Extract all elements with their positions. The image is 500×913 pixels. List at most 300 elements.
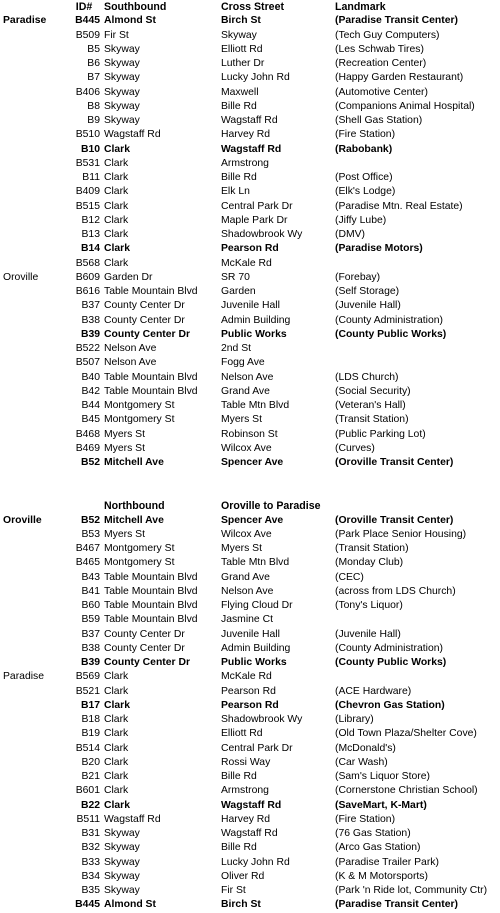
table-row xyxy=(0,57,500,71)
stop-id-cell: B531 xyxy=(75,157,100,169)
stop-id-cell: B7 xyxy=(87,72,100,84)
stop-id-cell: B609 xyxy=(75,271,100,283)
cross-street-cell: Spencer Ave xyxy=(221,514,284,526)
street-cell: Myers St xyxy=(104,428,145,440)
street-cell: Wagstaff Rd xyxy=(104,813,161,825)
cross-street-cell: 2nd St xyxy=(221,343,252,354)
street-cell: Clark xyxy=(104,728,129,740)
table-row xyxy=(0,656,500,670)
table-row xyxy=(0,185,500,199)
header-cross-street: Cross Street xyxy=(221,1,284,13)
header-landmark: Landmark xyxy=(335,1,386,13)
stop-id-cell: B511 xyxy=(76,813,100,825)
cross-street-cell: Harvey Rd xyxy=(221,813,271,825)
stop-id-cell: B445 xyxy=(75,899,100,911)
table-row xyxy=(0,870,500,884)
stop-id-cell: B8 xyxy=(87,100,100,112)
cross-street-cell: Lucky John Rd xyxy=(221,856,290,868)
table-row xyxy=(0,670,500,684)
table-row xyxy=(0,200,500,214)
street-cell: Table Mountain Blvd xyxy=(104,571,198,583)
street-cell: County Center Dr xyxy=(104,314,185,326)
region-cell: Oroville xyxy=(3,514,42,526)
stop-id-cell: B445 xyxy=(75,15,100,27)
cross-street-cell: Pearson Rd xyxy=(221,685,276,697)
landmark-cell: (Happy Garden Restaurant) xyxy=(335,72,464,84)
street-cell: Skyway xyxy=(104,885,140,896)
table-row xyxy=(0,456,500,470)
street-cell: Clark xyxy=(104,685,129,697)
street-cell: County Center Dr xyxy=(104,628,185,640)
cross-street-cell: Wagstaff Rd xyxy=(221,828,278,839)
landmark-cell: (Paradise Transit Center) xyxy=(335,15,458,27)
landmark-cell: (Oroville Transit Center) xyxy=(335,457,454,468)
cross-street-cell: Wagstaff Rd xyxy=(221,143,282,155)
table-row xyxy=(0,528,500,542)
landmark-cell: (Tony's Liquor) xyxy=(335,600,403,611)
table-row xyxy=(0,827,500,841)
southbound-rows xyxy=(0,14,500,470)
street-cell: Clark xyxy=(104,143,130,155)
cross-street-cell: Nelson Ave xyxy=(221,371,274,383)
landmark-cell: (Companions Animal Hospital) xyxy=(335,100,475,112)
cross-street-cell: Central Park Dr xyxy=(221,200,293,212)
landmark-cell: (Park Place Senior Housing) xyxy=(335,528,467,540)
landmark-cell: (across from LDS Church) xyxy=(335,585,456,597)
cross-street-cell: Lucky John Rd xyxy=(221,72,290,84)
cross-street-cell: Bille Rd xyxy=(221,172,257,183)
cross-street-cell: McKale Rd xyxy=(221,257,272,269)
cross-street-cell: Fogg Ave xyxy=(221,357,265,369)
table-row xyxy=(0,385,500,399)
cross-street-cell: Harvey Rd xyxy=(221,129,271,141)
landmark-cell: (K & M Motorsports) xyxy=(335,870,428,882)
cross-street-cell: Public Works xyxy=(221,328,287,340)
stop-id-cell: B18 xyxy=(81,714,100,725)
landmark-cell: (Transit Station) xyxy=(335,414,409,426)
stop-id-cell: B569 xyxy=(75,671,100,683)
stop-id-cell: B38 xyxy=(81,642,100,654)
cross-street-cell: Elliott Rd xyxy=(221,728,263,740)
table-row xyxy=(0,685,500,699)
table-row xyxy=(0,514,500,528)
stop-id-cell: B42 xyxy=(81,385,100,397)
stop-id-cell: B521 xyxy=(75,685,100,697)
landmark-cell: (Paradise Mtn. Real Estate) xyxy=(335,200,463,212)
table-row xyxy=(0,599,500,613)
street-cell: Skyway xyxy=(104,870,140,882)
table-row xyxy=(0,114,500,128)
landmark-cell: (McDonald's) xyxy=(335,742,396,754)
stop-id-cell: B514 xyxy=(75,742,100,754)
street-cell: Clark xyxy=(104,214,129,226)
street-cell: Clark xyxy=(104,771,129,782)
table-row xyxy=(0,356,500,370)
cross-street-cell: Admin Building xyxy=(221,642,291,654)
street-cell: Clark xyxy=(104,172,129,183)
landmark-cell: (Automotive Center) xyxy=(335,86,428,98)
cross-street-cell: Grand Ave xyxy=(221,385,270,397)
cross-street-cell: Armstrong xyxy=(221,157,269,169)
table-row xyxy=(0,856,500,870)
cross-street-cell: Juvenile Hall xyxy=(221,300,280,312)
table-row xyxy=(0,157,500,171)
stop-id-cell: B468 xyxy=(75,428,100,440)
landmark-cell: (Shell Gas Station) xyxy=(335,115,423,126)
stop-id-cell: B10 xyxy=(80,143,100,155)
stop-id-cell: B33 xyxy=(81,856,100,868)
table-row xyxy=(0,100,500,114)
table-row xyxy=(0,571,500,585)
landmark-cell: (Social Security) xyxy=(335,385,411,397)
table-row xyxy=(0,228,500,242)
stop-id-cell: B9 xyxy=(87,115,100,126)
stop-id-cell: B465 xyxy=(75,557,100,569)
stop-id-cell: B11 xyxy=(82,172,100,183)
region-cell: Paradise xyxy=(3,15,47,27)
stop-id-cell: B17 xyxy=(80,699,100,711)
stop-id-cell: B616 xyxy=(75,286,100,297)
street-cell: Montgomery St xyxy=(104,557,175,569)
street-cell: Table Mountain Blvd xyxy=(104,286,198,297)
street-cell: Clark xyxy=(104,200,129,212)
landmark-cell: (Forebay) xyxy=(335,271,381,283)
street-cell: Mitchell Ave xyxy=(104,457,164,468)
street-cell: Clark xyxy=(104,699,130,711)
stop-id-cell: B43 xyxy=(81,571,100,583)
northbound-header-row xyxy=(0,499,500,513)
cross-street-cell: Shadowbrook Wy xyxy=(221,229,303,240)
street-cell: Clark xyxy=(104,671,129,683)
landmark-cell: (Paradise Motors) xyxy=(335,243,423,255)
street-cell: Montgomery St xyxy=(104,400,175,411)
landmark-cell: (SaveMart, K-Mart) xyxy=(335,799,427,811)
landmark-cell: (Juvenile Hall) xyxy=(335,300,401,312)
street-cell: Fir St xyxy=(104,29,129,41)
street-cell: Clark xyxy=(104,243,130,255)
cross-street-cell: Bille Rd xyxy=(221,100,257,112)
stop-id-cell: B509 xyxy=(75,29,100,41)
table-row xyxy=(0,784,500,798)
street-cell: Skyway xyxy=(104,58,140,69)
northbound-rows xyxy=(0,514,500,913)
cross-street-cell: SR 70 xyxy=(221,271,250,283)
table-row xyxy=(0,143,500,157)
cross-street-cell: Pearson Rd xyxy=(221,243,279,255)
table-row xyxy=(0,242,500,256)
cross-street-cell: Spencer Ave xyxy=(221,457,284,468)
cross-street-cell: Wagstaff Rd xyxy=(221,115,278,126)
table-row xyxy=(0,285,500,299)
street-cell: Almond St xyxy=(104,15,156,27)
street-cell: County Center Dr xyxy=(104,300,185,312)
landmark-cell: (Paradise Trailer Park) xyxy=(335,856,439,868)
street-cell: Table Mountain Blvd xyxy=(104,600,198,611)
street-cell: Montgomery St xyxy=(104,414,175,426)
table-row xyxy=(0,770,500,784)
table-row xyxy=(0,613,500,627)
stop-id-cell: B37 xyxy=(81,628,100,640)
stop-id-cell: B5 xyxy=(87,43,100,55)
table-row xyxy=(0,642,500,656)
table-row xyxy=(0,214,500,228)
cross-street-cell: Bille Rd xyxy=(221,842,257,854)
cross-street-cell: Birch St xyxy=(221,15,261,27)
cross-street-cell: Fir St xyxy=(221,885,246,896)
table-row xyxy=(0,742,500,756)
street-cell: Skyway xyxy=(104,86,140,98)
street-cell: Clark xyxy=(104,157,129,169)
table-row xyxy=(0,371,500,385)
region-cell: Oroville xyxy=(3,271,39,283)
street-cell: Table Mountain Blvd xyxy=(104,385,198,397)
landmark-cell: (County Public Works) xyxy=(335,657,447,668)
street-cell: Clark xyxy=(104,257,129,269)
table-row xyxy=(0,884,500,898)
cross-street-cell: Central Park Dr xyxy=(221,742,293,754)
landmark-cell: (Car Wash) xyxy=(335,756,388,768)
table-row xyxy=(0,399,500,413)
landmark-cell: (Old Town Plaza/Shelter Cove) xyxy=(335,728,477,740)
table-row xyxy=(0,628,500,642)
cross-street-cell: Public Works xyxy=(221,657,287,668)
street-cell: Garden Dr xyxy=(104,271,153,283)
landmark-cell: (Public Parking Lot) xyxy=(335,428,426,440)
cross-street-cell: Garden xyxy=(221,286,256,297)
landmark-cell: (Paradise Transit Center) xyxy=(335,899,458,911)
table-row xyxy=(0,799,500,813)
landmark-cell: (Recreation Center) xyxy=(335,58,427,69)
cross-street-cell: Birch St xyxy=(221,899,261,911)
table-row xyxy=(0,271,500,285)
cross-street-cell: Pearson Rd xyxy=(221,699,279,711)
header-id: ID# xyxy=(75,1,93,13)
landmark-cell: (Transit Station) xyxy=(335,543,409,554)
table-row xyxy=(0,585,500,599)
stop-id-cell: B601 xyxy=(75,785,100,797)
stop-id-cell: B41 xyxy=(81,585,100,597)
landmark-cell: (Self Storage) xyxy=(335,286,400,297)
street-cell: Wagstaff Rd xyxy=(104,129,161,141)
northbound-section xyxy=(0,499,500,912)
cross-street-cell: Wagstaff Rd xyxy=(221,799,282,811)
stop-id-cell: B568 xyxy=(75,257,100,269)
landmark-cell: (Oroville Transit Center) xyxy=(335,514,454,526)
stop-id-cell: B515 xyxy=(75,200,100,212)
stop-id-cell: B38 xyxy=(81,314,100,326)
street-cell: Table Mountain Blvd xyxy=(104,614,198,626)
street-cell: Clark xyxy=(104,799,130,811)
landmark-cell: (Jiffy Lube) xyxy=(335,214,387,226)
cross-street-cell: Elk Ln xyxy=(221,186,250,198)
street-cell: Nelson Ave xyxy=(104,343,157,354)
table-row xyxy=(0,299,500,313)
cross-street-cell: Elliott Rd xyxy=(221,43,263,55)
street-cell: Skyway xyxy=(104,115,140,126)
landmark-cell: (Tech Guy Computers) xyxy=(335,29,440,41)
table-row xyxy=(0,14,500,28)
cross-street-cell: Luther Dr xyxy=(221,58,265,69)
table-row xyxy=(0,328,500,342)
stop-id-cell: B21 xyxy=(81,771,100,782)
table-row xyxy=(0,442,500,456)
table-row xyxy=(0,699,500,713)
header-route: Oroville to Paradise xyxy=(221,500,321,513)
stop-id-cell: B6 xyxy=(87,58,100,69)
cross-street-cell: Robinson St xyxy=(221,428,278,440)
street-cell: Clark xyxy=(104,742,129,754)
stop-id-cell: B39 xyxy=(80,328,100,340)
landmark-cell: (DMV) xyxy=(335,229,366,240)
cross-street-cell: Wilcox Ave xyxy=(221,528,272,540)
landmark-cell: (Fire Station) xyxy=(335,129,396,141)
cross-street-cell: McKale Rd xyxy=(221,671,272,683)
stop-id-cell: B522 xyxy=(75,343,100,354)
cross-street-cell: Shadowbrook Wy xyxy=(221,714,303,725)
cross-street-cell: Rossi Way xyxy=(221,756,271,768)
cross-street-cell: Maple Park Dr xyxy=(221,214,288,226)
street-cell: Skyway xyxy=(104,43,140,55)
landmark-cell: (76 Gas Station) xyxy=(335,828,411,839)
landmark-cell: (Cornerstone Christian School) xyxy=(335,785,478,797)
table-row xyxy=(0,841,500,855)
landmark-cell: (Elk's Lodge) xyxy=(335,186,396,198)
street-cell: County Center Dr xyxy=(104,328,191,340)
stop-id-cell: B12 xyxy=(81,214,100,226)
table-row xyxy=(0,314,500,328)
table-row xyxy=(0,898,500,912)
landmark-cell: (CEC) xyxy=(335,571,364,583)
cross-street-cell: Nelson Ave xyxy=(221,585,274,597)
table-row xyxy=(0,86,500,100)
stop-id-cell: B467 xyxy=(75,543,100,554)
landmark-cell: (Fire Station) xyxy=(335,813,396,825)
cross-street-cell: Grand Ave xyxy=(221,571,270,583)
stop-id-cell: B22 xyxy=(80,799,100,811)
stop-id-cell: B60 xyxy=(81,600,100,611)
street-cell: Myers St xyxy=(104,442,145,454)
street-cell: Clark xyxy=(104,785,129,797)
landmark-cell: (County Administration) xyxy=(335,642,443,654)
stop-id-cell: B35 xyxy=(81,885,100,896)
cross-street-cell: Armstrong xyxy=(221,785,269,797)
stop-id-cell: B406 xyxy=(75,86,100,98)
stop-id-cell: B39 xyxy=(80,657,100,668)
stop-id-cell: B37 xyxy=(81,300,100,312)
landmark-cell: (Curves) xyxy=(335,442,375,454)
landmark-cell: (Arco Gas Station) xyxy=(335,842,421,854)
stop-id-cell: B59 xyxy=(81,614,100,626)
street-cell: County Center Dr xyxy=(104,657,191,668)
stop-id-cell: B34 xyxy=(81,870,100,882)
table-row xyxy=(0,43,500,57)
street-cell: Clark xyxy=(104,714,129,725)
street-cell: Clark xyxy=(104,229,129,240)
stop-id-cell: B40 xyxy=(81,371,100,383)
table-row xyxy=(0,29,500,43)
southbound-header-row xyxy=(0,0,500,14)
cross-street-cell: Myers St xyxy=(221,414,262,426)
stop-id-cell: B45 xyxy=(81,414,100,426)
stop-id-cell: B409 xyxy=(75,186,100,198)
street-cell: Clark xyxy=(104,756,129,768)
street-cell: Mitchell Ave xyxy=(104,514,164,526)
table-row xyxy=(0,128,500,142)
header-direction: Northbound xyxy=(104,500,165,513)
landmark-cell: (ACE Hardware) xyxy=(335,685,412,697)
table-row xyxy=(0,556,500,570)
stop-id-cell: B44 xyxy=(81,400,100,411)
landmark-cell: (County Public Works) xyxy=(335,328,447,340)
landmark-cell: (County Administration) xyxy=(335,314,443,326)
stop-id-cell: B13 xyxy=(81,229,100,240)
stop-id-cell: B20 xyxy=(81,756,100,768)
street-cell: Skyway xyxy=(104,842,140,854)
cross-street-cell: Oliver Rd xyxy=(221,870,265,882)
street-cell: Clark xyxy=(104,186,129,198)
street-cell: Almond St xyxy=(104,899,156,911)
region-cell: Paradise xyxy=(3,671,45,683)
landmark-cell: (Post Office) xyxy=(335,172,393,183)
table-row xyxy=(0,813,500,827)
cross-street-cell: Admin Building xyxy=(221,314,291,326)
cross-street-cell: Skyway xyxy=(221,29,257,41)
stop-id-cell: B507 xyxy=(75,357,100,369)
table-row xyxy=(0,428,500,442)
stop-id-cell: B19 xyxy=(81,728,100,740)
cross-street-cell: Bille Rd xyxy=(221,771,257,782)
street-cell: Skyway xyxy=(104,828,140,839)
table-row xyxy=(0,171,500,185)
table-row xyxy=(0,257,500,271)
header-direction: Southbound xyxy=(104,1,167,13)
stop-id-cell: B52 xyxy=(80,514,100,526)
stop-id-cell: B14 xyxy=(80,243,100,255)
cross-street-cell: Juvenile Hall xyxy=(221,628,280,640)
landmark-cell: (Rabobank) xyxy=(335,143,393,155)
street-cell: Myers St xyxy=(104,528,145,540)
table-row xyxy=(0,756,500,770)
landmark-cell: (Juvenile Hall) xyxy=(335,628,401,640)
street-cell: Skyway xyxy=(104,100,140,112)
cross-street-cell: Table Mtn Blvd xyxy=(221,400,290,411)
landmark-cell: (Veteran's Hall) xyxy=(335,400,406,411)
cross-street-cell: Myers St xyxy=(221,543,262,554)
table-row xyxy=(0,542,500,556)
street-cell: Skyway xyxy=(104,856,140,868)
table-row xyxy=(0,413,500,427)
street-cell: Montgomery St xyxy=(104,543,175,554)
street-cell: Nelson Ave xyxy=(104,357,157,369)
cross-street-cell: Jasmine Ct xyxy=(221,614,273,626)
cross-street-cell: Wilcox Ave xyxy=(221,442,272,454)
landmark-cell: (Park 'n Ride lot, Community Ctr) xyxy=(335,885,488,896)
street-cell: Table Mountain Blvd xyxy=(104,371,198,383)
cross-street-cell: Table Mtn Blvd xyxy=(221,557,290,569)
street-cell: County Center Dr xyxy=(104,642,185,654)
table-row xyxy=(0,727,500,741)
landmark-cell: (Library) xyxy=(335,714,374,725)
section-gap xyxy=(0,470,500,499)
landmark-cell: (Monday Club) xyxy=(335,557,404,569)
cross-street-cell: Flying Cloud Dr xyxy=(221,600,293,611)
stop-id-cell: B469 xyxy=(75,442,100,454)
table-row xyxy=(0,713,500,727)
landmark-cell: (Sam's Liquor Store) xyxy=(335,771,430,782)
landmark-cell: (Chevron Gas Station) xyxy=(335,699,445,711)
stop-id-cell: B52 xyxy=(80,457,100,468)
stop-id-cell: B510 xyxy=(75,129,100,141)
